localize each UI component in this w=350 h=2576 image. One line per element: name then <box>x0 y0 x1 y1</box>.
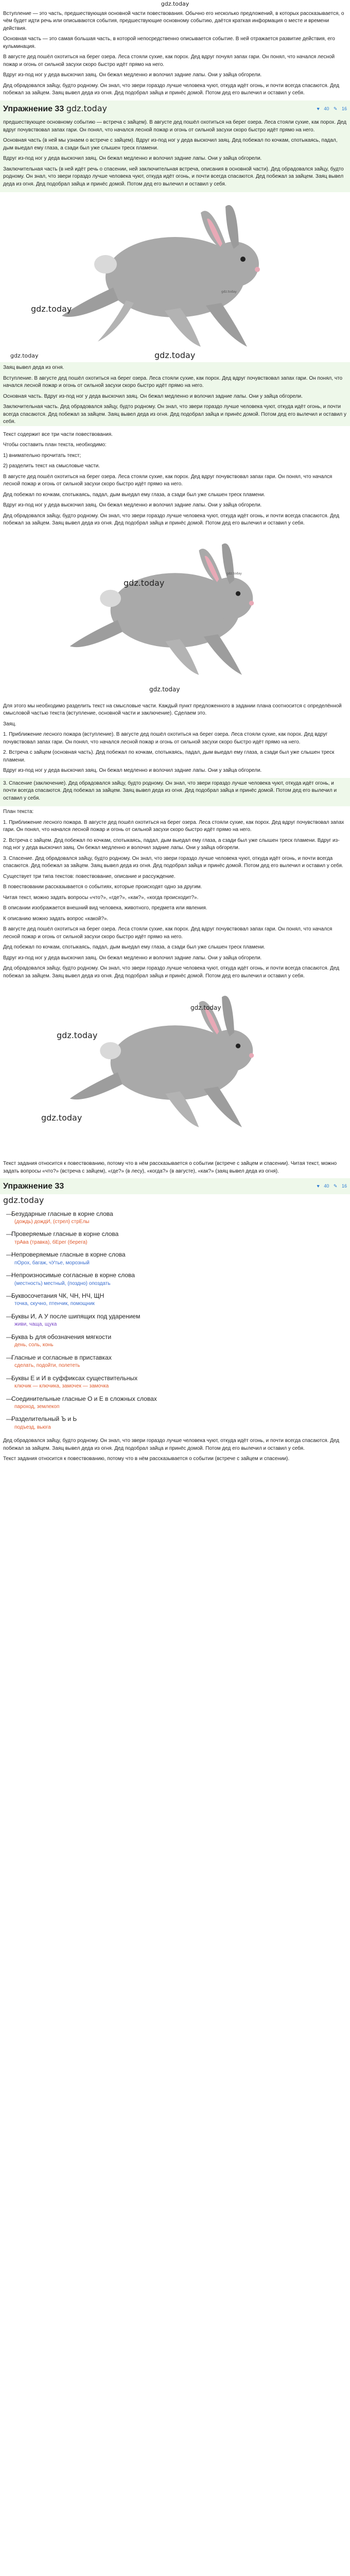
plan-paragraph-11: Существует три типа текстов: повествование, описание и рассуждение. <box>3 873 176 879</box>
plan-paragraph-15: К описанию можно задать вопрос «какой?». <box>3 916 109 922</box>
spelling-rule-title <box>6 1312 344 1321</box>
rule-title-text: Проверяемые гласные в корне слова <box>11 1230 119 1238</box>
final-paragraph-2: Текст задания относится к повествованию, потому что в нём рассказывается о событии (встрече с зайцем и спасении). <box>3 1456 290 1462</box>
rule-example: пароход, землекоп <box>14 1403 60 1410</box>
exercise-header-2 <box>0 1178 350 1194</box>
dash-icon: — <box>6 1230 12 1238</box>
plan-paragraph-7: План текста: <box>3 809 34 815</box>
mid-paragraph-1: Заяц вывел деда из огня. <box>3 365 64 371</box>
spelling-rule-item <box>3 1209 347 1227</box>
rule-title-text: Непроверяемые гласные в корне слова <box>11 1251 126 1259</box>
spelling-rule-item <box>3 1352 347 1371</box>
watermark: gdz.today <box>57 1030 98 1041</box>
rule-title-text: Соединительные гласные О и Е в сложных словах <box>11 1395 157 1402</box>
rule-example: день, соль, конь <box>14 1342 54 1348</box>
ex1-paragraph-4: Заключительная часть (в ней идёт речь о спасении, ней заключительная встреча, описания в основной части). Дед обрадовался зайцу, будто родному. Он знал, что звери гораздо лучше человека чуют, откуда идёт огонь, и почти всегда спасаются. Дед побежал за зайцем. Заяц вывел деда из огня. Дед подобрал зайца и принёс домой. Потом дед его вылечил и оставил у себя. <box>3 166 344 187</box>
like-icon[interactable]: ♥ <box>317 106 320 111</box>
mid-paragraph-9: В августе дед пошёл охотиться на берег озера. Леса стояли сухие, как порох. Дед вдруг почувствовал запах гари. Он понял, что начался лесной пожар и огонь от сильной засухи скоро быстро идёт прямо на него. <box>3 473 332 487</box>
mid-paragraph-6: Чтобы составить план текста, необходимо: <box>3 442 107 448</box>
rule-example: точка, скучно, птенчик, помощник <box>14 1301 95 1307</box>
plan-paragraph-17: Дед побежал по кочкам, спотыкаясь, падал, дым выедал ему глаза, а сзади был уже слышен треск пламени. <box>3 944 266 951</box>
watermark: gdz.today <box>124 578 165 588</box>
ex1-paragraph-1: предшествующее основному событию — встреча с зайцем). В августе дед пошёл охотиться на берег озера. Леса стояли сухие, как порох. Дед вдруг почувствовал запах гари. Он понял, что начался лесной пожар и огонь от сильной засухи скоро быстро идёт прямо на него. <box>3 120 346 133</box>
comments-count: 16 <box>341 1183 347 1189</box>
dash-icon: — <box>6 1210 12 1217</box>
plan-paragraph-14: В описании изображается внешний вид человека, животного, предмета или явления. <box>3 905 207 911</box>
rule-example: ключик — ключика, замочек — замочка <box>14 1383 109 1389</box>
watermark: gdz.today <box>41 1113 82 1123</box>
watermark: gdz.today <box>66 103 107 113</box>
plan-paragraph-16: В августе дед пошёл охотиться на берег озера. Леса стояли сухие, как порох. Дед вдруг почувствовал запах гари. Он понял, что начался лесной пожар и огонь от сильной засухи скоро быстро идёт прямо на него. <box>3 926 332 940</box>
watermark: gdz.today <box>154 350 196 361</box>
mid-paragraph-11: Вдруг из-под ног у деда выскочил заяц. Он бежал медленно и волочил задние лапы. Они у зайца обгорели. <box>3 502 262 509</box>
intro-paragraph-3: В августе дед пошёл охотиться на берег озера. Леса стояли сухие, как порох. Дед вдруг почуял запах гари. Он понял, что начался лесной пожар и огонь от сильной засухи скоро быстро идёт прямо на него. <box>3 54 335 67</box>
spelling-rule-item <box>3 1249 347 1268</box>
like-icon[interactable]: ♥ <box>317 1183 320 1189</box>
exercise-title: Упражнение 33 <box>3 104 64 113</box>
watermark: gdz.today <box>10 352 39 360</box>
dash-icon: — <box>6 1395 12 1402</box>
mid-paragraph-7: 1) внимательно прочитать текст; <box>3 452 81 459</box>
mid-paragraph-12: Дед обрадовался зайцу, будто родному. Он знал, что звери гораздо лучше человека чуют, откуда идёт огонь, и почти всегда спасаются. Дед побежал за зайцем. Заяц вывел деда из огня. Дед подобрал зайца и принёс домой. Потом дед его вылечил и оставил у себя. <box>3 513 340 527</box>
dash-icon: — <box>6 1251 12 1259</box>
rule-example: (местность) местный, (поздно) опоздать <box>14 1280 111 1286</box>
mid-paragraph-4: Заключительная часть. Дед обрадовался зайцу, будто родному. Он знал, что звери гораздо лучше человека чуют, откуда идёт огонь, и почти всегда спасаются. Дед побежал за зайцем. Заяц вывел деда из огня. Дед подобрал зайца и принёс домой. Потом дед его вылечил и оставил у себя. <box>3 404 347 425</box>
exercise-title: Упражнение 33 <box>3 1182 64 1191</box>
spelling-rule-title <box>6 1395 344 1403</box>
mid-paragraph-2: Вступление. В августе дед пошёл охотиться на берег озера. Леса стояли сухие, как порох. Дед вдруг почувствовал запах гари. Он понял, что начался лесной пожар и огонь от сильной засухи скоро быстро идёт прямо на него. <box>3 375 343 389</box>
likes-count: 40 <box>324 106 329 111</box>
exercise-stats <box>314 1183 347 1190</box>
rule-example: пОрох, багаж, чУтье, морозный <box>14 1260 90 1266</box>
rule-example: трАва (травка), бЕрег (берега) <box>14 1239 87 1245</box>
plan-paragraph-10: 3. Спасение. Дед обрадовался зайцу, будто родному. Он знал, что звери гораздо лучше человека чуют, откуда идёт огонь, и почти всегда спасаются. Дед побежал за зайцем. Заяц вывел деда из огня. Дед подобрал зайца и принёс домой. Потом дед его вылечил и оставил у себя. <box>3 855 343 869</box>
comments-count: 16 <box>341 106 347 111</box>
rabbit-illustration-3 <box>0 983 350 1158</box>
dash-icon: — <box>6 1353 12 1361</box>
plan-paragraph-18: Вдруг из-под ног у деда выскочил заяц. Он бежал медленно и волочил задние лапы. Они у зайца обгорели. <box>3 955 262 961</box>
final-paragraph-1: Дед обрадовался зайцу, будто родному. Он знал, что звери гораздо лучше человека чуют, откуда идёт огонь, и почти всегда спасаются. Дед побежал за зайцем. Заяц вывел деда из огня. Дед подобрал зайца и принёс домой. Потом дед его вылечил и оставил у себя. <box>3 1438 340 1451</box>
spelling-rule-item <box>3 1332 347 1350</box>
spelling-rule-title <box>6 1292 344 1300</box>
plan-paragraph-19: Дед обрадовался зайцу, будто родному. Он знал, что звери гораздо лучше человека чуют, откуда идёт огонь, и почти всегда спасаются. Дед побежал за зайцем. Заяц вывел деда из огня. Дед подобрал зайца и принёс домой. Потом дед его вылечил и оставил у себя. <box>3 965 340 979</box>
rule-title-text: Разделительный Ъ и Ь <box>11 1415 77 1423</box>
spelling-rule-title <box>6 1210 344 1218</box>
top-watermark: gdz.today <box>161 1 189 7</box>
conclusion-paragraph-1: Текст задания относится к повествованию, потому что в нём рассказывается о событии (встрече с зайцем и спасении). Читая текст, можно задать вопросы «что?» (встреча с зайцем), «где?» (в лесу), «когда?» (в августе), «как?» (заяц вывел деда из огня). <box>3 1161 337 1174</box>
dash-icon: — <box>6 1415 12 1423</box>
rule-title-text: Буквосочетания ЧК, ЧН, НЧ, ЩН <box>11 1292 104 1300</box>
spelling-rule-title <box>6 1353 344 1362</box>
plan-paragraph-12: В повествовании рассказывается о событиях, которые происходят одно за другим. <box>3 884 202 890</box>
dash-icon: — <box>6 1312 12 1320</box>
comment-icon[interactable]: ✎ <box>333 106 338 111</box>
exercise-stats <box>314 106 347 112</box>
rabbit-illustration-1 <box>0 192 350 362</box>
mid-paragraph-10: Дед побежал по кочкам, спотыкаясь, падал, дым выедал ему глаза, а сзади был уже слышен треск пламени. <box>3 492 266 498</box>
plan-paragraph-4: 2. Встреча с зайцем (основная часть). Дед побежал по кочкам, спотыкаясь, падал, дым выедал ему глаза, а сзади был уже слышен треск пламени. <box>3 750 335 763</box>
plan-paragraph-6: 3. Спасение (заключение). Дед обрадовался зайцу, будто родному. Он знал, что звери гораздо лучше человека чуют, откуда идёт огонь, и почти всегда спасаются. Дед побежал за зайцем. Заяц вывел деда из огня. Дед подобрал зайца и принёс домой. Потом дед его вылечил и оставил у себя. <box>3 780 337 801</box>
plan-paragraph-5: Вдруг из-под ног у деда выскочил заяц. Он бежал медленно и волочил задние лапы. Они у зайца обгорели. <box>3 768 262 774</box>
ex1-paragraph-3: Вдруг из-под ног у деда выскочил заяц. Он бежал медленно и волочил задние лапы. Они у зайца обгорели. <box>3 156 262 162</box>
plan-paragraph-13: Читая текст, можно задать вопросы «что?», «где?», «как?», «когда происходит?». <box>3 894 199 901</box>
spelling-rule-title <box>6 1230 344 1239</box>
dash-icon: — <box>6 1374 12 1382</box>
spelling-rule-title <box>6 1374 344 1383</box>
rule-title-text: Буквы И, А У после шипящих под ударением <box>11 1312 141 1320</box>
rabbit-icon <box>41 531 309 685</box>
watermark-small: gdz.today <box>226 571 242 575</box>
watermark-small: gdz.today <box>221 290 237 294</box>
dash-icon: — <box>6 1333 12 1341</box>
rule-title-text: Буквы Е и И в суффиксах существительных <box>11 1374 138 1382</box>
watermark: gdz.today <box>149 685 180 693</box>
plan-paragraph-8: 1. Приближение лесного пожара. В августе дед пошёл охотиться на берег озера. Леса стояли сухие, как порох. Дед вдруг почувствовал запах гари. Он понял, что начался лесной пожар и огонь от сильной засухи скоро быстро идёт прямо на него. <box>3 819 344 833</box>
rule-title-text: Буква Ь для обозначения мягкости <box>11 1333 112 1341</box>
rabbit-illustration-2 <box>0 531 350 701</box>
plan-paragraph-2: Заяц. <box>3 721 16 727</box>
watermark: gdz.today <box>31 304 72 314</box>
dash-icon: — <box>6 1292 12 1300</box>
plan-paragraph-1: Для этого мы необходимо разделить текст на смысловые части. Каждый пункт предложенного в задании плана соотносится с определённой смысловой частью текста (вступление, основной части и заключение). Сделаем это. <box>3 703 342 717</box>
spelling-rule-item <box>3 1311 347 1330</box>
likes-count: 40 <box>324 1183 329 1189</box>
ex1-paragraph-2: Основная часть (в ней мы узнаем о встрече с зайцем). Вдруг из-под ног у деда выскочил заяц. Дед побежал по кочкам, спотыкаясь, падал, дым выедал ему глаза, а сзади был уже слышен треск пламени. <box>3 138 338 151</box>
watermark: gdz.today <box>3 1195 44 1206</box>
spelling-rule-title <box>6 1333 344 1342</box>
exercise-header-1 <box>0 100 350 117</box>
rule-example: подъезд, вьюга <box>14 1424 51 1430</box>
spelling-rule-item <box>3 1270 347 1289</box>
intro-paragraph-1: Вступление — это часть, предшествующая основной части повествования. Обычно его несколько предложений, в которых рассказывается, о чём будет идти речь или описываются события, предшествующие основному событию, даётся краткая информация о месте и времени действия. <box>3 10 344 31</box>
dash-icon: — <box>6 1272 12 1279</box>
comment-icon[interactable]: ✎ <box>333 1183 338 1189</box>
rule-title-text: Непроизносимые согласные в корне слова <box>11 1272 135 1279</box>
intro-paragraph-4: Вдруг из-под ног у деда выскочил заяц. Он бежал медленно и волочил задние лапы. Они у зайца обгорели. <box>3 72 262 78</box>
spelling-rule-item <box>3 1291 347 1309</box>
rabbit-icon <box>31 192 319 357</box>
rule-example: живи, чаща, щука <box>14 1321 57 1328</box>
spelling-rule-title <box>6 1250 344 1259</box>
mid-paragraph-8: 2) разделить текст на смысловые части. <box>3 463 100 469</box>
plan-paragraph-9: 2. Встреча с зайцем. Дед побежал по кочкам, спотыкаясь, падал, дым выедал ему глаза, а сзади был уже слышен треск пламени. Вдруг из-под ног у деда выскочил заяц. Он бежал медленно и волочил задние лапы. Они у зайца обгорели. <box>3 837 340 851</box>
spelling-rule-item <box>3 1414 347 1432</box>
spelling-rule-item <box>3 1229 347 1247</box>
mid-paragraph-3: Основная часть. Вдруг из-под ног у деда выскочил заяц. Он бежал медленно и волочил задние лапы. Они у зайца обгорели. <box>3 393 303 399</box>
plan-paragraph-3: 1. Приближение лесного пожара (вступление). В августе дед пошёл охотиться на берег озера. Леса стояли сухие, как порох. Дед вдруг почувствовал запах гари. Он понял, что начался лесной пожар и огонь от сильной засухи скоро быстро идёт прямо на него. <box>3 732 328 745</box>
rule-title-text: Безударные гласные в корне слова <box>11 1210 113 1217</box>
intro-paragraph-2: Основная часть — это самая большая часть, в которой непосредственно описывается событие. В ней отражается развитие действия, его кульминация. <box>3 36 335 49</box>
spelling-rule-title <box>6 1415 344 1423</box>
intro-paragraph-5: Дед обрадовался зайцу, будто родному. Он знал, что звери гораздо лучше человека чуют, откуда идёт огонь, и почти всегда спасаются. Дед побежал за зайцем. Заяц вывел деда из огня. Дед подобрал зайца и принёс домой. Потом дед его вылечил и оставил у себя. <box>3 82 340 96</box>
spelling-rule-item <box>3 1394 347 1412</box>
spelling-rule-title <box>6 1271 344 1280</box>
spelling-rule-item <box>3 1373 347 1392</box>
rule-title-text: Гласные и согласные в приставках <box>11 1353 112 1361</box>
watermark: gdz.today <box>190 1004 221 1012</box>
spelling-rules-list <box>0 1209 350 1433</box>
mid-paragraph-5: Текст содержит все три части повествования. <box>3 431 113 437</box>
rule-example: (дождь) дождИ, (стрел) стрЕлы <box>14 1218 90 1225</box>
rule-example: сделать, подойти, полететь <box>14 1363 80 1369</box>
